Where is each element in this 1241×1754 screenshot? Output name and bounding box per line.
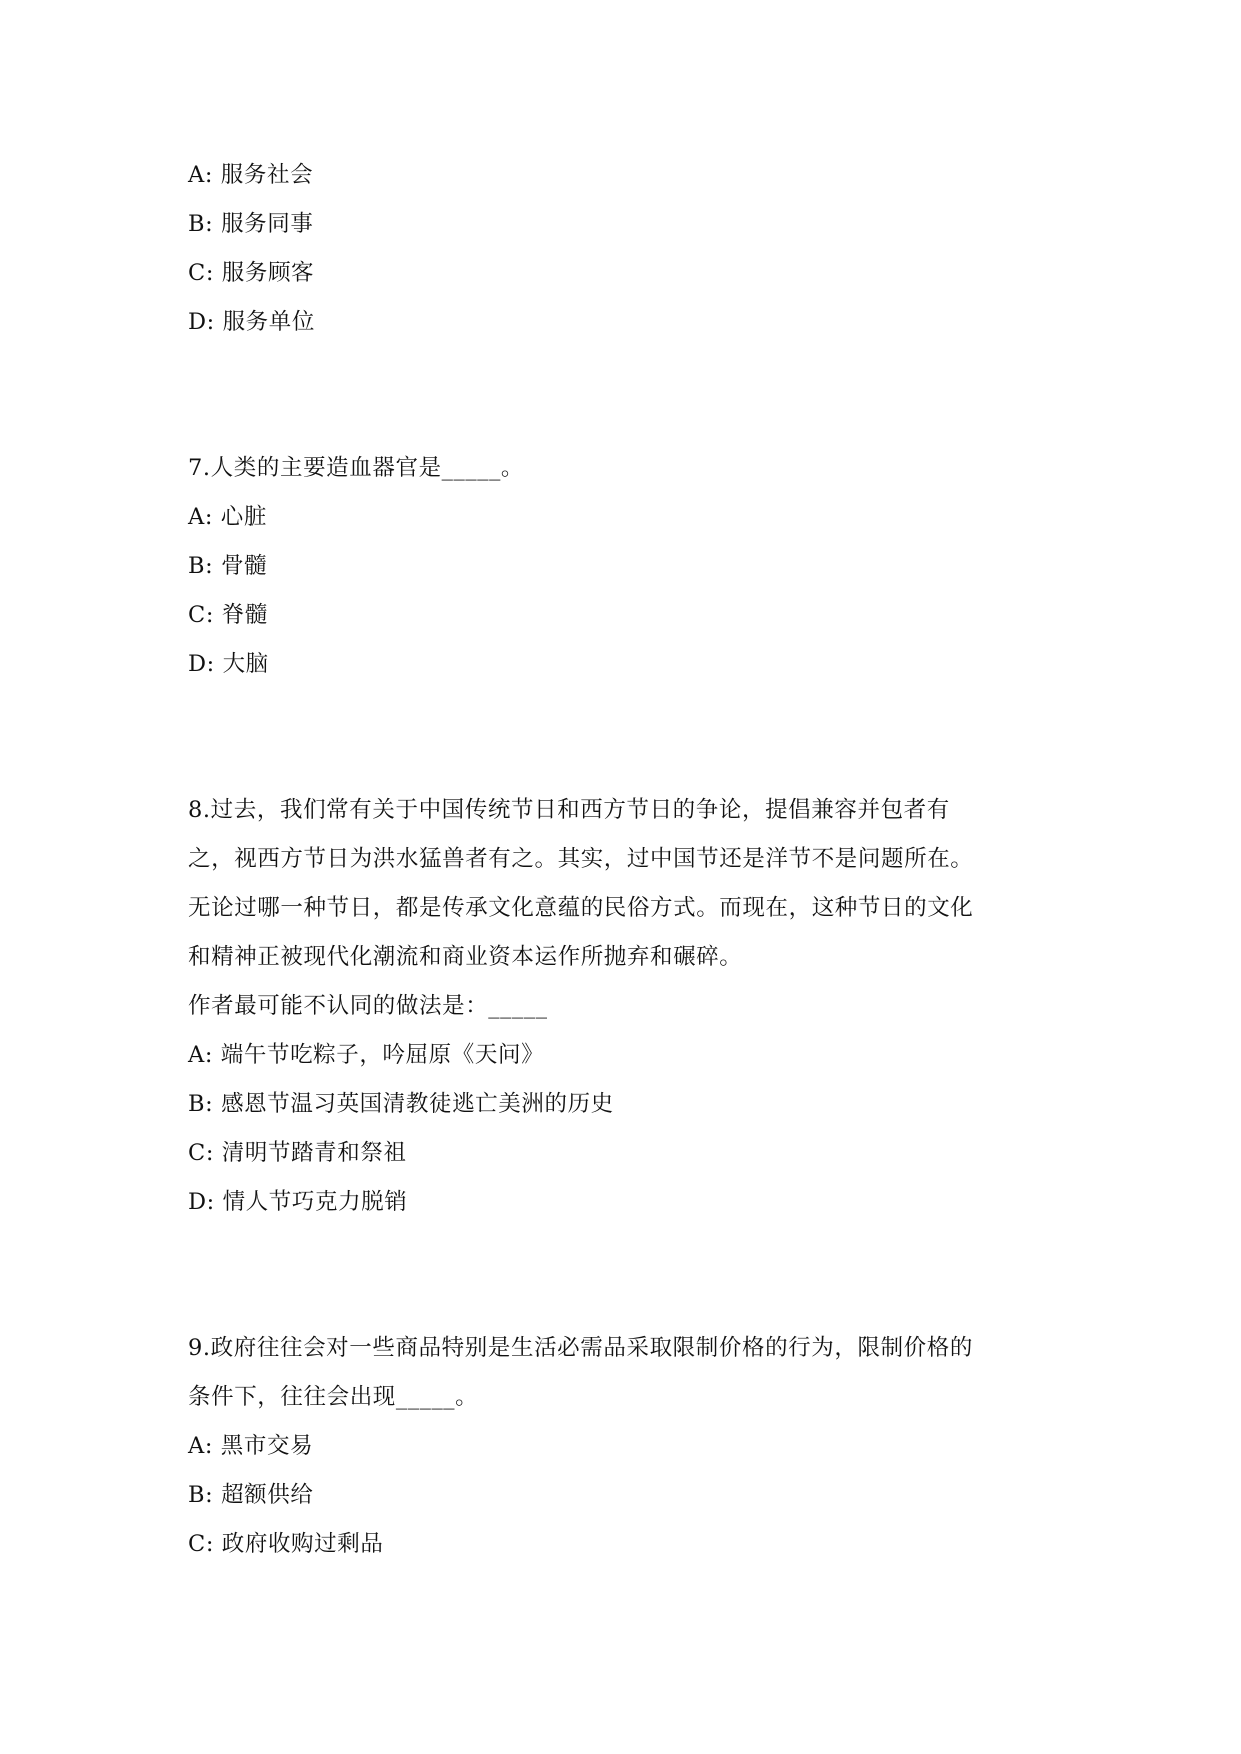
q7-option-a: A: 心脏 <box>188 504 267 530</box>
q8-passage-line-2: 之，视西方节日为洪水猛兽者有之。其实，过中国节还是洋节不是问题所在。 <box>188 846 974 872</box>
q7-option-d: D: 大脑 <box>188 651 269 677</box>
q9-stem-line-1: 9.政府往往会对一些商品特别是生活必需品采取限制价格的行为，限制价格的 <box>188 1335 973 1361</box>
q8-passage-line-3: 无论过哪一种节日，都是传承文化意蕴的民俗方式。而现在，这种节日的文化 <box>188 895 974 921</box>
q8-option-c: C: 清明节踏青和祭祖 <box>188 1140 407 1166</box>
q9-option-c: C: 政府收购过剩品 <box>188 1531 384 1557</box>
q6-option-b: B: 服务同事 <box>188 211 314 237</box>
q7-stem: 7.人类的主要造血器官是_____。 <box>188 455 525 481</box>
q9-stem-line-2: 条件下，往往会出现_____。 <box>188 1384 479 1410</box>
q6-option-d: D: 服务单位 <box>188 309 315 335</box>
q8-passage-line-4: 和精神正被现代化潮流和商业资本运作所抛弃和碾碎。 <box>188 944 743 970</box>
q7-option-b: B: 骨髓 <box>188 553 268 579</box>
q8-option-b: B: 感恩节温习英国清教徒逃亡美洲的历史 <box>188 1091 614 1117</box>
q7-option-c: C: 脊髓 <box>188 602 268 628</box>
q6-option-a: A: 服务社会 <box>188 162 314 188</box>
q9-option-b: B: 超额供给 <box>188 1482 314 1508</box>
q9-option-a: A: 黑市交易 <box>188 1433 314 1459</box>
q8-passage-line-1: 8.过去，我们常有关于中国传统节日和西方节日的争论，提倡兼容并包者有 <box>188 797 950 823</box>
q8-question: 作者最可能不认同的做法是：_____ <box>188 993 548 1019</box>
q8-option-d: D: 情人节巧克力脱销 <box>188 1189 408 1215</box>
q8-option-a: A: 端午节吃粽子，吟屈原《天问》 <box>188 1042 545 1068</box>
q6-option-c: C: 服务顾客 <box>188 260 315 286</box>
